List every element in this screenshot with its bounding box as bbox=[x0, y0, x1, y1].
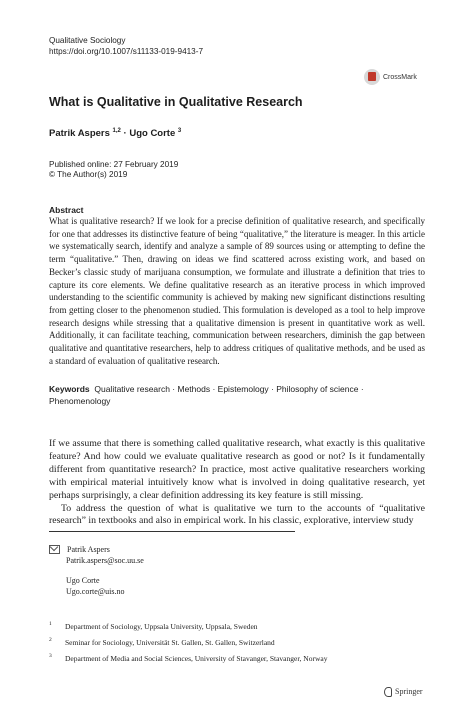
author-affil-mark: 1,2 bbox=[112, 128, 121, 134]
affiliation-text: Department of Media and Social Sciences, University of Stavanger, Stavanger, Norway bbox=[65, 654, 328, 664]
affiliations bbox=[49, 622, 327, 671]
affiliation-text: Seminar for Sociology, Universität St. Gallen, St. Gallen, Switzerland bbox=[65, 638, 275, 648]
affiliation-number: 2 bbox=[49, 637, 52, 644]
footnote-rule bbox=[49, 531, 295, 532]
author-name: Patrik Aspers bbox=[49, 128, 110, 140]
abstract-text: What is qualitative research? If we look for a precise definition of qualitative research, and specifically for one that addresses its distinctive feature of being “qualitative,” the literature is meager. In this article we systematically search, identify and analyze a sample of 89 sources using or attempting to define the term “qualitative.” Then, drawing on ideas we find scattered across existing work, and based on Becker’s classic study of marijuana consumption, we formulate and illustrate a definition that tries to capture its core elements. We define qualitative research as an iterative process in which improved understanding to the scientific community is achieved by making new significant distinctions resulting from getting closer to the phenomenon studied. This formulation is developed as a tool to help improve research designs while stressing that a qualitative dimension is present in quantitative work as well. Additionally, it can facilitate teaching, communication between researchers, diminish the gap between qualitative and quantitative researchers, help to address critiques of qualitative methods, and be used as a standard of evaluation of qualitative research. bbox=[49, 216, 425, 366]
contact-block bbox=[49, 545, 144, 597]
contact-name: Ugo Corte bbox=[66, 576, 100, 585]
crossmark-icon bbox=[364, 69, 380, 85]
doi-link[interactable]: https://doi.org/10.1007/s11133-019-9413-7 bbox=[49, 47, 204, 56]
publisher-name: Springer bbox=[395, 686, 423, 696]
contact-email[interactable]: Ugo.corte@uis.no bbox=[66, 586, 125, 596]
body-paragraph: If we assume that there is something called qualitative research, what exactly is this qualitative feature? And how could we evaluate qualitative research as good or not? Is it fundamentally different from quantitative research? In practice, most active qualitative researchers working with empirical material intuitively know what is involved in doing qualitative research, yet perhaps surprisingly, a clear definition addressing its key feature is still missing. bbox=[49, 438, 425, 501]
author-list bbox=[49, 128, 181, 139]
crossmark-label: CrossMark bbox=[383, 73, 417, 81]
keywords-label: Keywords bbox=[49, 384, 90, 394]
affiliation-number: 3 bbox=[49, 653, 52, 660]
mail-icon bbox=[49, 545, 60, 554]
contact-name: Patrik Aspers bbox=[67, 545, 110, 554]
keywords bbox=[49, 383, 425, 407]
body-text bbox=[49, 438, 425, 528]
affiliation-text: Department of Sociology, Uppsala University, Uppsala, Sweden bbox=[65, 622, 258, 631]
author-affil-mark: 3 bbox=[177, 128, 182, 134]
affiliation bbox=[49, 654, 327, 663]
article-title: What is Qualitative in Qualitative Research bbox=[49, 95, 303, 109]
affiliation bbox=[49, 638, 327, 647]
affiliation-number: 1 bbox=[49, 621, 52, 627]
affiliation bbox=[49, 622, 327, 631]
springer-horse-icon bbox=[383, 686, 392, 696]
contact-email[interactable]: Patrik.aspers@soc.uu.se bbox=[66, 555, 144, 565]
publisher-logo bbox=[383, 686, 423, 696]
publication-info bbox=[49, 160, 178, 180]
body-paragraph: To address the question of what is qualitative we turn to the accounts of “qualitative research” in textbooks and also in empirical work. In his classic, explorative, interview study bbox=[49, 502, 425, 527]
journal-header bbox=[49, 35, 203, 57]
journal-name: Qualitative Sociology bbox=[49, 36, 126, 45]
abstract-heading: Abstract bbox=[49, 205, 84, 215]
crossmark-badge[interactable] bbox=[364, 69, 417, 85]
keywords-list: Qualitative research · Methods · Epistemology · Philosophy of science · Phenomenology bbox=[49, 384, 364, 406]
copyright: © The Author(s) 2019 bbox=[49, 170, 128, 179]
published-date: Published online: 27 February 2019 bbox=[49, 160, 179, 169]
author-name: Ugo Corte bbox=[129, 128, 176, 140]
author-separator: · bbox=[123, 128, 127, 140]
